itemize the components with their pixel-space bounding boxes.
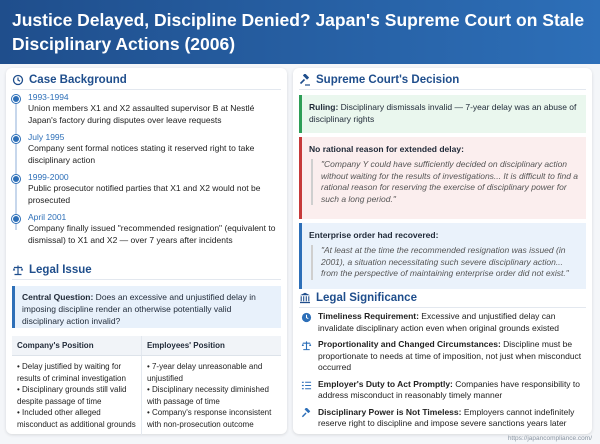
company-point: • Disciplinary grounds still valid despite passage of time xyxy=(17,385,127,406)
employee-point: • Disciplinary necessity diminished with passage of time xyxy=(146,385,269,406)
timeline-text: Public prosecutor notified parties that X1 and X2 would not be prosecuted xyxy=(28,183,261,205)
timeline-date: July 1995 xyxy=(28,132,65,142)
list-item xyxy=(301,407,587,430)
scale-icon xyxy=(301,340,312,351)
divider xyxy=(299,89,586,90)
no-reason-label: No rational reason for extended delay: xyxy=(309,144,464,154)
company-header: Company's Position xyxy=(12,336,141,356)
order-quote: "At least at the time the recommended resignation was issued (in 2001), a situation necessitating such severe disciplinary action... from the perspective of maintaining enterprise order did not exist." xyxy=(311,245,579,280)
list-item xyxy=(301,379,587,402)
no-reason-quote: "Company Y could have sufficiently decided on disciplinary action without waiting for the results of investigations... It is difficult to find a rational reason for reserving the exercise of disciplinary power for such a long period." xyxy=(311,159,579,205)
right-panel xyxy=(293,68,592,434)
divider xyxy=(299,307,586,308)
page-title: Justice Delayed, Discipline Denied? Japan's Supreme Court on Stale Disciplinary Actions (2006) xyxy=(12,10,585,54)
question-text: Does an excessive and unjustified delay in imposing discipline render an otherwise potentially valid disciplinary action invalid? xyxy=(22,292,256,326)
case-background-heading xyxy=(12,74,127,86)
header-banner xyxy=(0,0,600,64)
source-url: https://japancompliance.com/ xyxy=(507,435,592,442)
employee-point: • 7-year delay unreasonable and unjustified xyxy=(146,362,263,383)
table-row xyxy=(12,356,281,436)
divider xyxy=(12,279,281,280)
timeline-dot xyxy=(12,175,20,183)
timeline-item xyxy=(12,172,284,206)
significance-label: Proportionality and Changed Circumstances: xyxy=(318,339,501,349)
significance-label: Employer's Duty to Act Promptly: xyxy=(318,378,453,389)
gavel-icon xyxy=(299,74,311,86)
legal-issue-heading xyxy=(12,264,92,276)
clock-icon xyxy=(301,312,312,323)
list-icon xyxy=(301,380,312,391)
timeline-item xyxy=(12,132,284,166)
significance-title: Legal Significance xyxy=(316,292,417,304)
timeline xyxy=(12,92,284,252)
significance-text: Companies have responsibility to address misconduct in reasonably timely manner xyxy=(318,378,580,400)
significance-list xyxy=(301,311,587,435)
timeline-dot xyxy=(12,135,20,143)
scale-icon xyxy=(12,264,24,276)
employees-position-cell xyxy=(141,356,281,436)
gavel-icon xyxy=(301,408,312,419)
significance-label: Disciplinary Power is Not Timeless: xyxy=(318,406,462,417)
decision-heading xyxy=(299,74,459,86)
no-rational-reason-box xyxy=(299,137,586,219)
significance-text: Excessive and unjustified delay can invalidate disciplinary action even when original grounds existed xyxy=(318,311,559,333)
company-point: • Included other alleged misconduct as additional grounds xyxy=(17,408,136,429)
timeline-dot xyxy=(12,215,20,223)
decision-title: Supreme Court's Decision xyxy=(316,74,460,86)
history-icon xyxy=(12,74,24,86)
timeline-date: 1993-1994 xyxy=(28,92,69,102)
employee-point: • Company's response inconsistent with non-prosecution outcome xyxy=(146,408,272,429)
significance-text: Discipline must be proportionate to needs at time of imposition, not just when misconduct occurred xyxy=(318,339,582,372)
order-label: Enterprise order had recovered: xyxy=(309,230,439,240)
question-label: Central Question: xyxy=(22,292,94,302)
timeline-text: Company sent formal notices stating it reserved right to take disciplinary action xyxy=(28,143,255,165)
timeline-item xyxy=(12,92,284,126)
significance-text: Employers cannot indefinitely reserve right to discipline and impose severe sanctions years later xyxy=(318,406,575,428)
timeline-item xyxy=(12,212,284,246)
timeline-text: Company finally issued "recommended resignation" (equivalent to dismissal) to X1 and X2 — over 7 years after incidents xyxy=(28,223,276,245)
divider xyxy=(12,89,281,90)
company-position-cell xyxy=(12,356,141,436)
significance-label: Timeliness Requirement: xyxy=(318,311,419,321)
enterprise-order-box xyxy=(299,223,586,289)
institution-icon xyxy=(299,292,311,304)
list-item xyxy=(301,339,587,374)
case-background-title: Case Background xyxy=(29,74,127,86)
significance-heading xyxy=(299,292,417,304)
left-panel xyxy=(6,68,287,434)
legal-issue-title: Legal Issue xyxy=(29,264,92,276)
ruling-text: Disciplinary dismissals invalid — 7-year delay was an abuse of disciplinary rights xyxy=(309,102,577,124)
timeline-dot xyxy=(12,95,20,103)
timeline-date: April 2001 xyxy=(28,212,67,222)
table-header-row xyxy=(12,336,281,356)
timeline-text: Union members X1 and X2 assaulted supervisor B at Nestlé Japan's factory during disputes over leave requests xyxy=(28,103,255,125)
timeline-date: 1999-2000 xyxy=(28,172,69,182)
company-point: • Delay justified by waiting for results of criminal investigation xyxy=(17,362,126,383)
positions-table xyxy=(12,336,281,435)
central-question-box xyxy=(12,286,281,328)
ruling-box xyxy=(299,95,586,133)
ruling-label: Ruling: xyxy=(309,102,339,112)
list-item xyxy=(301,311,587,334)
employees-header: Employees' Position xyxy=(141,336,281,356)
